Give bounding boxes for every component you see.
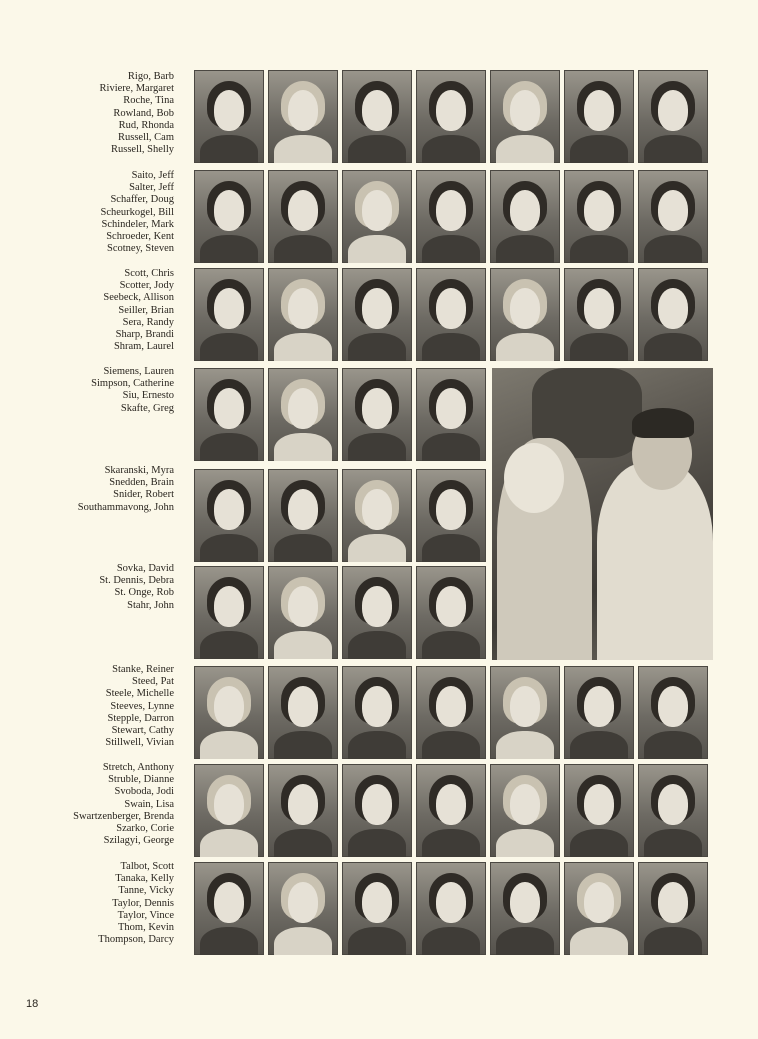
student-portrait	[342, 862, 412, 955]
name-list-row-2	[0, 170, 174, 255]
student-portrait	[194, 862, 264, 955]
student-portrait	[638, 170, 708, 263]
student-name: Seiller, Brian	[118, 304, 174, 316]
student-portrait	[416, 666, 486, 759]
student-portrait	[268, 469, 338, 562]
student-portrait	[342, 764, 412, 857]
student-name: St. Dennis, Debra	[99, 575, 174, 587]
name-list-row-9	[0, 861, 174, 946]
student-portrait	[268, 268, 338, 361]
student-name: Roche, Tina	[123, 95, 174, 107]
student-name: Tanne, Vicky	[118, 885, 174, 897]
student-name: Rud, Rhonda	[118, 119, 174, 131]
student-portrait	[638, 862, 708, 955]
student-name: Schroeder, Kent	[106, 231, 174, 243]
student-name: Steele, Michelle	[105, 688, 174, 700]
student-name: Struble, Dianne	[108, 774, 174, 786]
student-portrait	[564, 70, 634, 163]
name-list-row-7	[0, 664, 174, 749]
student-name: Scotter, Jody	[119, 280, 174, 292]
student-name: Scheurkogel, Bill	[100, 206, 174, 218]
student-portrait	[564, 268, 634, 361]
student-portrait	[194, 170, 264, 263]
student-name: Scotney, Steven	[107, 243, 174, 255]
candid-photo	[492, 368, 713, 660]
student-portrait	[416, 268, 486, 361]
student-name: St. Onge, Rob	[114, 587, 174, 599]
name-list-row-3	[0, 268, 174, 353]
student-name: Swartzenberger, Brenda	[73, 810, 174, 822]
student-name: Riviere, Margaret	[99, 83, 174, 95]
student-name: Thom, Kevin	[118, 922, 174, 934]
student-name: Schindeler, Mark	[101, 218, 174, 230]
student-name: Snedden, Brain	[109, 477, 174, 489]
student-portrait	[268, 566, 338, 659]
student-portrait	[416, 862, 486, 955]
student-portrait	[490, 70, 560, 163]
student-portrait	[342, 469, 412, 562]
student-name: Siemens, Lauren	[103, 366, 174, 377]
name-list-row-1	[0, 71, 174, 156]
student-portrait	[268, 862, 338, 955]
student-name: Svoboda, Jodi	[114, 786, 174, 798]
student-portrait	[638, 70, 708, 163]
student-name: Snider, Robert	[113, 489, 174, 501]
student-name: Rigo, Barb	[127, 71, 174, 82]
name-list-row-4	[0, 366, 174, 415]
student-name: Skaranski, Myra	[104, 465, 174, 476]
student-name: Russell, Shelly	[110, 144, 174, 156]
student-name: Scott, Chris	[124, 268, 174, 279]
student-portrait	[342, 70, 412, 163]
name-list-row-6	[0, 563, 174, 612]
student-portrait	[194, 268, 264, 361]
student-portrait	[268, 764, 338, 857]
student-name: Sovka, David	[116, 563, 174, 574]
student-portrait	[194, 666, 264, 759]
student-name: Seebeck, Allison	[103, 292, 174, 304]
student-name: Simpson, Catherine	[91, 378, 174, 390]
student-portrait	[268, 70, 338, 163]
student-portrait	[194, 469, 264, 562]
student-name: Stanke, Reiner	[112, 664, 174, 675]
student-portrait	[638, 268, 708, 361]
student-portrait	[638, 764, 708, 857]
student-name: Tanaka, Kelly	[115, 873, 174, 885]
student-portrait	[342, 170, 412, 263]
student-name: Rowland, Bob	[113, 107, 174, 119]
student-portrait	[416, 764, 486, 857]
student-name: Stahr, John	[127, 599, 174, 611]
student-portrait	[416, 469, 486, 562]
student-name: Szarko, Corie	[116, 823, 174, 835]
name-list-row-5	[0, 465, 174, 514]
student-name: Szilagyi, George	[103, 835, 174, 847]
student-portrait	[416, 70, 486, 163]
page-number: 18	[26, 998, 39, 1010]
student-portrait	[268, 368, 338, 461]
student-name: Swain, Lisa	[124, 798, 174, 810]
student-portrait	[490, 666, 560, 759]
student-portrait	[416, 170, 486, 263]
student-portrait	[564, 666, 634, 759]
student-portrait	[564, 862, 634, 955]
student-portrait	[194, 368, 264, 461]
student-name: Skafte, Greg	[120, 402, 174, 414]
name-list-row-8	[0, 762, 174, 847]
student-portrait	[490, 862, 560, 955]
student-name: Stretch, Anthony	[102, 762, 174, 773]
student-portrait	[268, 666, 338, 759]
student-portrait	[490, 170, 560, 263]
student-name: Taylor, Vince	[117, 909, 174, 921]
student-portrait	[638, 666, 708, 759]
student-name: Stillwell, Vivian	[105, 737, 174, 749]
student-name: Saito, Jeff	[131, 170, 174, 181]
student-name: Taylor, Dennis	[112, 897, 174, 909]
student-portrait	[490, 268, 560, 361]
student-name: Thompson, Darcy	[98, 934, 174, 946]
student-portrait	[342, 566, 412, 659]
student-portrait	[490, 764, 560, 857]
student-portrait	[342, 368, 412, 461]
student-portrait	[194, 70, 264, 163]
student-name: Talbot, Scott	[120, 861, 174, 872]
student-name: Shram, Laurel	[113, 341, 174, 353]
student-portrait	[564, 764, 634, 857]
student-name: Southammavong, John	[77, 501, 174, 513]
student-portrait	[268, 170, 338, 263]
student-portrait	[194, 764, 264, 857]
student-portrait	[342, 268, 412, 361]
student-name: Steed, Pat	[132, 676, 174, 688]
student-name: Russell, Cam	[117, 132, 174, 144]
student-name: Steeves, Lynne	[110, 700, 174, 712]
student-name: Stewart, Cathy	[111, 725, 174, 737]
student-name: Salter, Jeff	[129, 182, 174, 194]
student-portrait	[342, 666, 412, 759]
student-portrait	[416, 566, 486, 659]
student-name: Siu, Ernesto	[122, 390, 174, 402]
student-portrait	[194, 566, 264, 659]
student-portrait	[416, 368, 486, 461]
student-name: Sera, Randy	[122, 316, 174, 328]
student-name: Sharp, Brandi	[115, 329, 174, 341]
student-portrait	[564, 170, 634, 263]
student-name: Stepple, Darron	[107, 712, 174, 724]
student-name: Schaffer, Doug	[110, 194, 174, 206]
